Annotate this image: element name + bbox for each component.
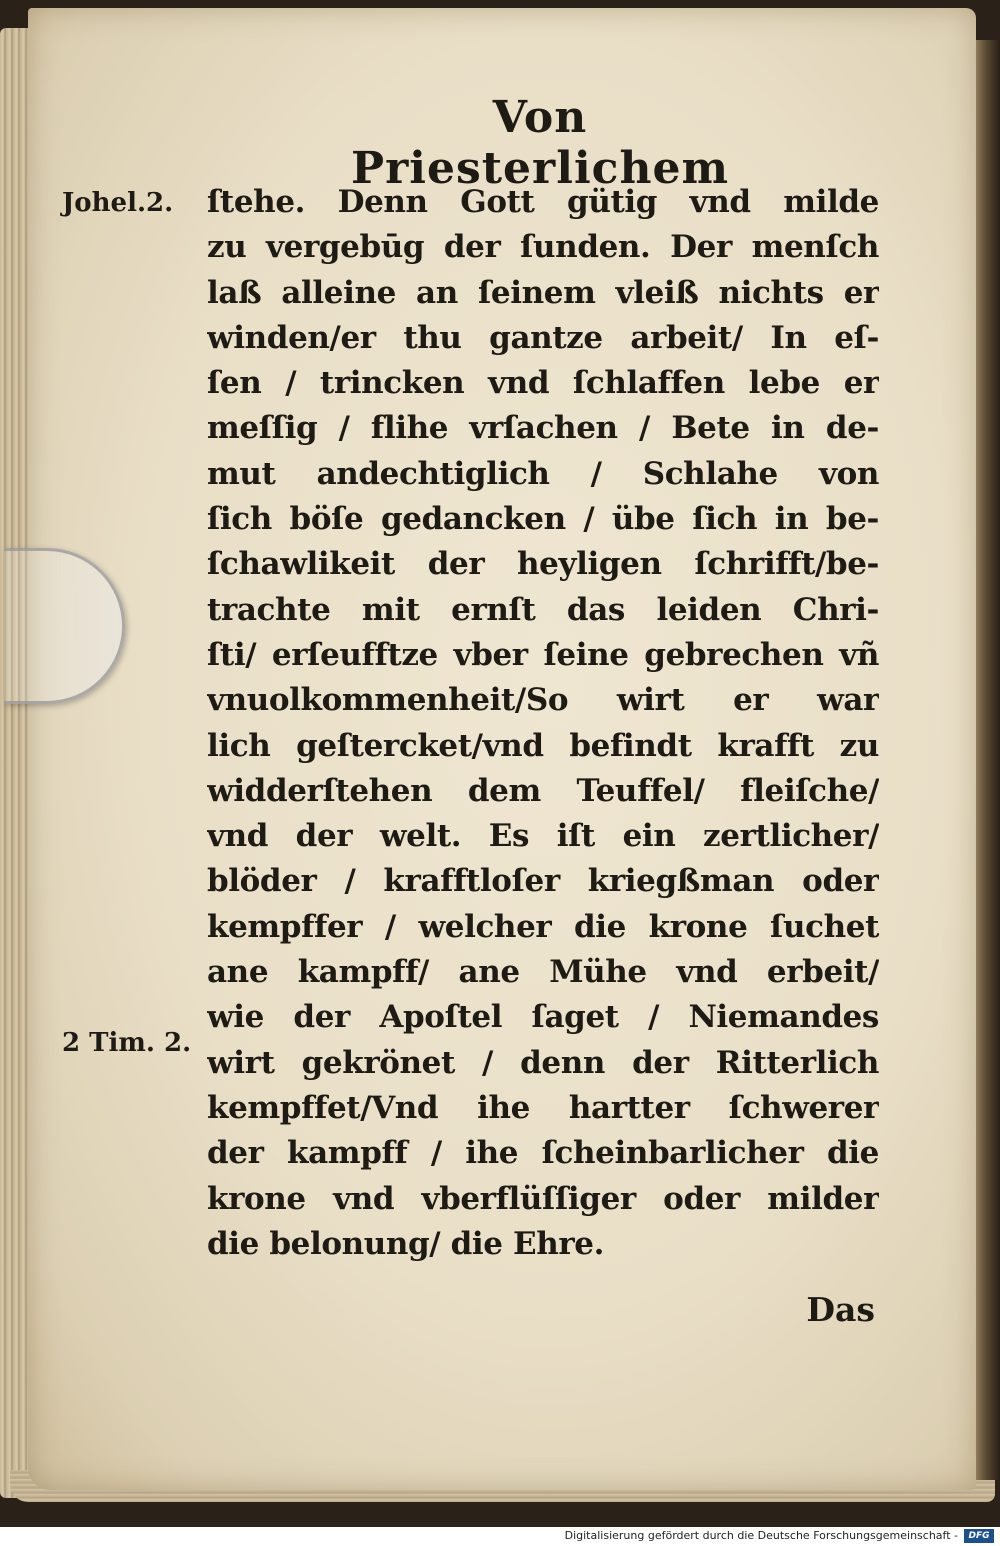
text-line: zu vergebūg der ſunden. Der menſch [207, 229, 879, 266]
text-line: mut andechtiglich / Schlahe von [207, 455, 879, 492]
text-line: widderſtehen dem Teuffel/ fleiſche/ [207, 772, 879, 809]
text-line: ane kampff/ ane Mühe vnd erbeit/ [207, 954, 879, 991]
margin-note-timotheus: 2 Tim. 2. [62, 1028, 192, 1058]
text-line: krone vnd vberflüſſiger oder milder [207, 1180, 879, 1217]
text-line: blöder / krafftloſer kriegßman oder [207, 863, 879, 900]
text-line: meſſig / flihe vrſachen / Bete in de- [207, 410, 879, 447]
text-line: wirt gekrönet / denn der Ritterlich [207, 1044, 879, 1081]
text-line: ſen / trincken vnd ſchlaffen lebe er [207, 365, 879, 402]
page-clip[interactable] [4, 548, 125, 704]
text-line: ſtehe. Denn Gott gütig vnd milde [207, 184, 879, 220]
text-line: trachte mit ernſt das leiden Chri- [207, 591, 879, 628]
text-line: ſti/ erſeufftze vber ſeine gebrechen vñ [207, 636, 879, 673]
text-line: vnuolkommenheit/So wirt er war [207, 682, 879, 719]
text-line: ſich böſe gedancken / übe ſich in be- [207, 501, 879, 538]
running-head: Von Priesterlichem [350, 92, 729, 194]
text-line: die belonung/ die Ehre. [207, 1225, 605, 1262]
text-line: winden/er thu gantze arbeit/ In eſ- [207, 319, 879, 356]
dfg-logo: DFG [964, 1529, 994, 1543]
page-edges-left [0, 28, 30, 1498]
funding-credit: Digitalisierung gefördert durch die Deutsche Forschungsgemeinschaft - [564, 1529, 958, 1542]
text-line: wie der Apoſtel ſaget / Niemandes [207, 999, 879, 1036]
text-line: lich geſtercket/vnd befindt krafft zu [207, 727, 879, 764]
footer-bar [0, 1527, 1000, 1546]
margin-note-johel: Johel.2. [62, 188, 174, 218]
main-text-block [207, 180, 879, 1267]
text-line: vnd der welt. Es iſt ein zertlicher/ [207, 818, 879, 855]
text-line: der kampff / ihe ſcheinbarlicher die [207, 1135, 879, 1172]
text-line: kempffet/Vnd ihe hartter ſchwerer [207, 1089, 879, 1126]
catchword: Das [806, 1290, 875, 1329]
text-line: laß alleine an ſeinem vleiß nichts er [207, 274, 879, 311]
text-line: ſchawlikeit der heyligen ſchrifft/be- [207, 546, 879, 583]
text-line: kempffer / welcher die krone ſuchet [207, 908, 879, 945]
